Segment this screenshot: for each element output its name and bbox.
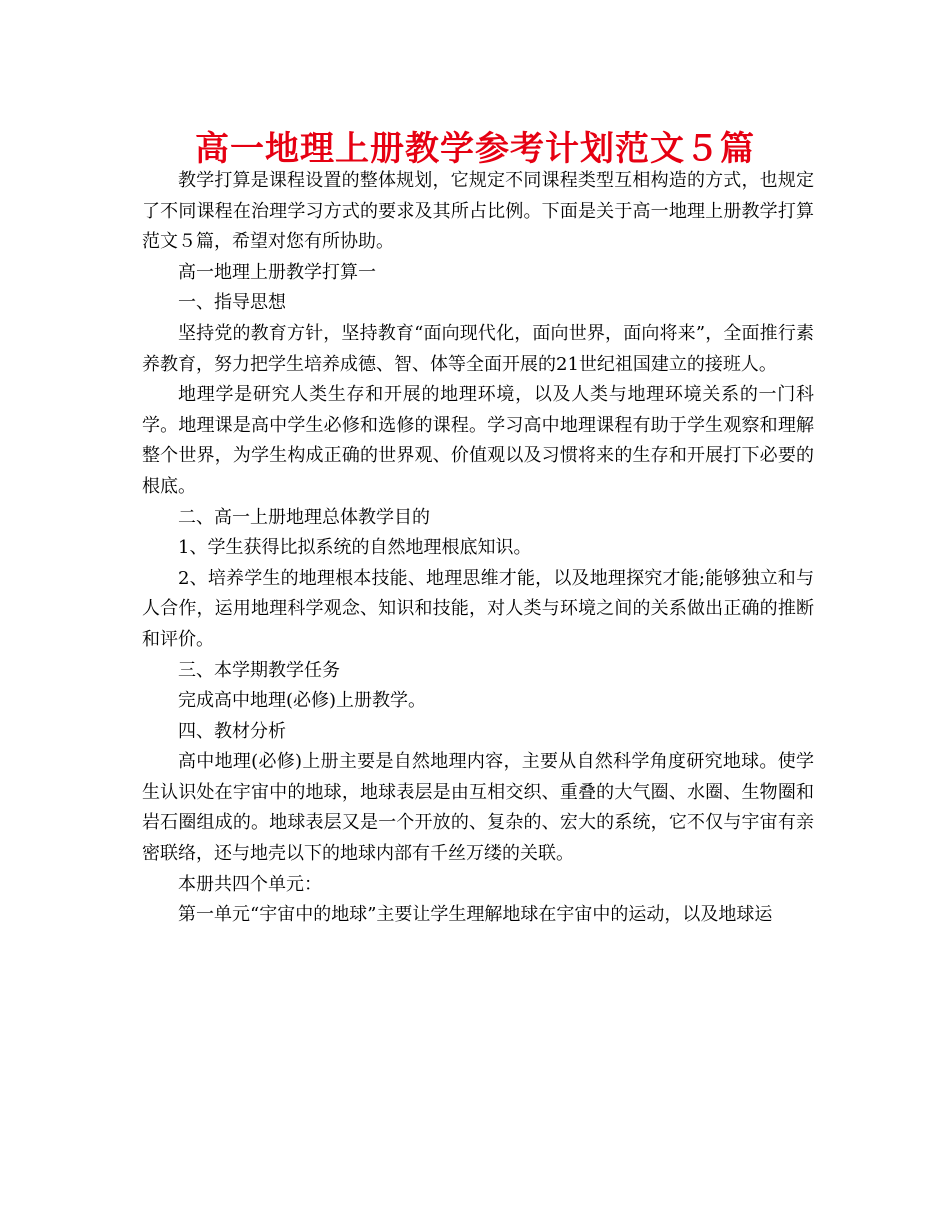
paragraph-guiding-thought: 坚持党的教育方针，坚持教育“面向现代化，面向世界，面向将来”，全面推行素养教育，努力把学生培养成德、智、体等全面开展的21世纪祖国建立的接班人。 — [142, 322, 814, 375]
heading-teaching-goals: 二、高一上册地理总体教学目的 — [178, 506, 430, 528]
document-title: 高一地理上册教学参考计划范文５篇 — [195, 129, 755, 169]
paragraph-unit-1: 第一单元“宇宙中的地球”主要让学生理解地球在宇宙中的运动，以及地球运 — [178, 904, 773, 926]
paragraph-textbook-analysis: 高中地理(必修)上册主要是自然地理内容，主要从自然科学角度研究地球。使学生认识处在宇宙中的地球，地球表层是由互相交织、重叠的大气圈、水圈、生物圈和岩石圈组成的。地球表层又是一个开放的、复杂的、宏大的系统，它不仅与宇宙有亲密联络，还与地壳以下的地球内部有千丝万缕的关联。 — [142, 751, 814, 865]
paragraph-section-heading: 高一地理上册教学打算一 — [178, 261, 376, 283]
heading-guiding-thought: 一、指导思想 — [178, 292, 286, 314]
paragraph-goal-2: 2、培养学生的地理根本技能、地理思维才能，以及地理探究才能;能够独立和与人合作，运用地理科学观念、知识和技能，对人类与环境之间的关系做出正确的推断和评价。 — [142, 567, 814, 650]
paragraph-goal-1: 1、学生获得比拟系统的自然地理根底知识。 — [178, 537, 532, 559]
paragraph-teaching-tasks: 完成高中地理(必修)上册教学。 — [178, 690, 427, 712]
paragraph-geography-intro: 地理学是研究人类生存和开展的地理环境，以及人类与地理环境关系的一门科学。地理课是高中学生必修和选修的课程。学习高中地理课程有助于学生观察和理解整个世界，为学生构成正确的世界观、价值观以及习惯将来的生存和开展打下必要的根底。 — [142, 384, 814, 497]
paragraph-units-count: 本册共四个单元： — [178, 873, 322, 895]
heading-teaching-tasks: 三、本学期教学任务 — [178, 659, 340, 681]
document-body — [142, 166, 814, 931]
paragraph-intro: 教学打算是课程设置的整体规划，它规定不同课程类型互相构造的方式，也规定了不同课程在治理学习方式的要求及其所占比例。下面是关于高一地理上册教学打算范文５篇，希望对您有所协助。 — [142, 170, 814, 253]
heading-textbook-analysis: 四、教材分析 — [178, 720, 286, 742]
